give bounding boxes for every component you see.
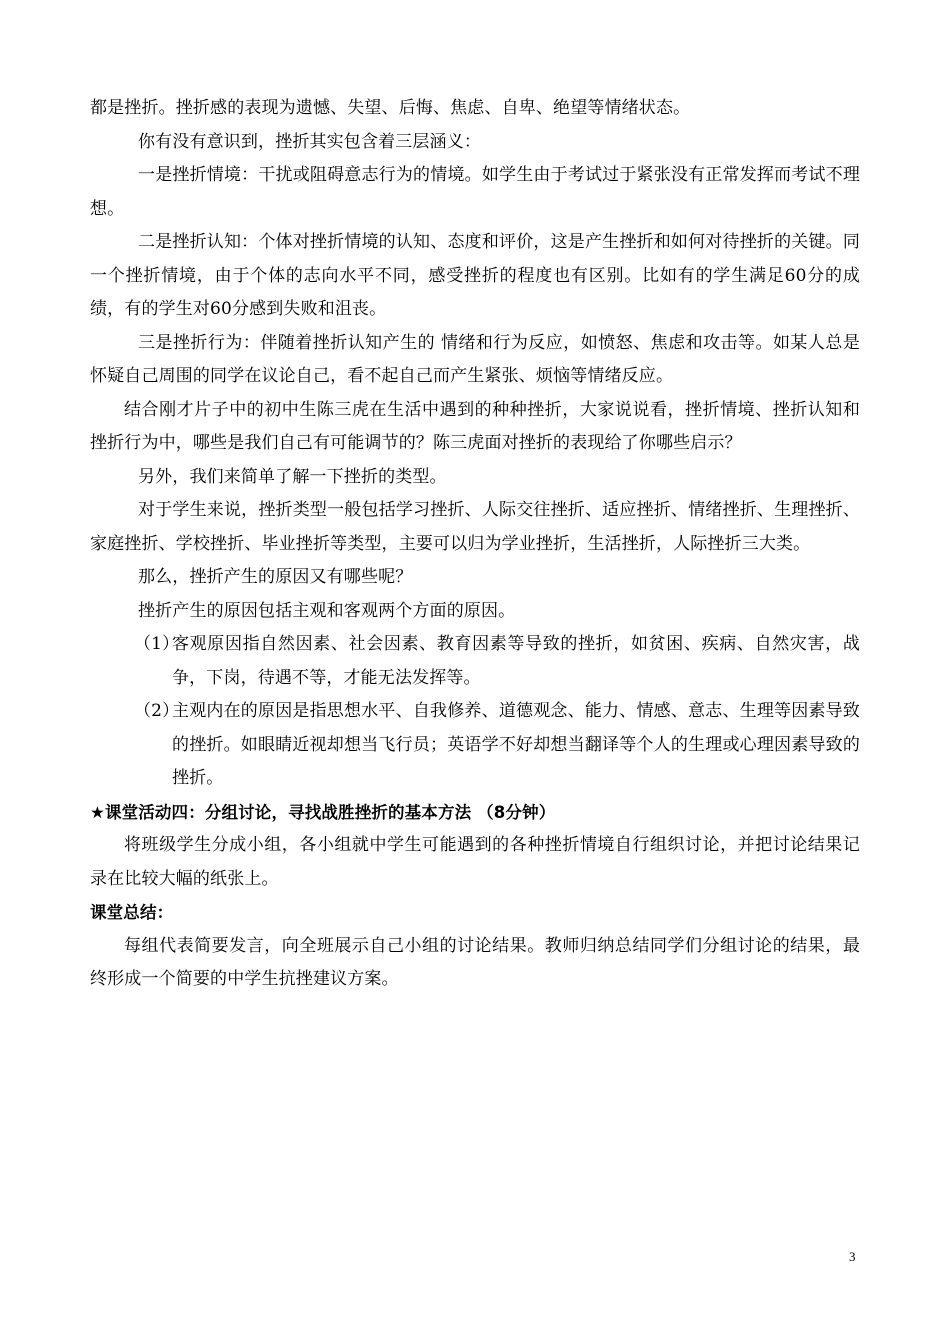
paragraph-6: 结合刚才片子中的初中生陈三虎在生活中遇到的种种挫折，大家说说看，挫折情境、挫折认知和挫折行为中，哪些是我们自己有可能调节的？陈三虎面对挫折的表现给了你哪些启示？	[90, 399, 860, 453]
list-text: 主观内在的原因是指思想水平、自我修养、道德观念、能力、情感、意志、生理等因素导致的挫折。如眼睛近视却想当飞行员；英语学不好却想当翻译等个人的生理或心理因素导致的挫折。	[172, 701, 860, 788]
list-number: （1）	[134, 634, 180, 654]
paragraph-1: 都是挫折。挫折感的表现为遗憾、失望、后悔、焦虑、自卑、绝望等情绪状态。	[90, 98, 691, 118]
paragraph-2: 你有没有意识到，挫折其实包含着三层涵义：	[138, 131, 481, 152]
summary-heading: 课堂总结：	[90, 903, 174, 922]
page-number: 3	[849, 1249, 856, 1264]
list-item	[90, 628, 860, 695]
paragraph-10: 挫折产生的原因包括主观和客观两个方面的原因。	[138, 600, 516, 621]
paragraph-9: 那么，挫折产生的原因又有哪些呢？	[138, 567, 413, 587]
summary-text: 每组代表简要发言，向全班展示自己小组的讨论结果。教师归纳总结同学们分组讨论的结果，最终形成一个简要的中学生抗挫建议方案。	[90, 935, 860, 989]
activity-text: 将班级学生分成小组，各小组就中学生可能遇到的各种挫折情境自行组织讨论，并把讨论结果记录在比较大幅的纸张上。	[90, 835, 860, 889]
list-number: （2）	[134, 701, 180, 721]
paragraph-4: 二是挫折认知：个体对挫折情境的认知、态度和评价，这是产生挫折和如何对待挫折的关键。同一个挫折情境，由于个体的志向水平不同，感受挫折的程度也有区别。比如有的学生满足60分的成绩，有的学生对60分感到失败和沮丧。	[90, 232, 860, 319]
activity-heading: ★课堂活动四：分组讨论，寻找战胜挫折的基本方法 （8分钟）	[90, 802, 556, 822]
paragraph-3: 一是挫折情境：干扰或阻碍意志行为的情境。如学生由于考试过于紧张没有正常发挥而考试不理想。	[90, 165, 860, 219]
paragraph-5: 三是挫折行为：伴随着挫折认知产生的 情绪和行为反应，如愤怒、焦虑和攻击等。如某人总是怀疑自己周围的同学在议论自己，看不起自己而产生紧张、烦恼等情绪反应。	[90, 332, 860, 386]
paragraph-7: 另外，我们来简单了解一下挫折的类型。	[138, 466, 447, 487]
document-body	[90, 92, 860, 997]
list-item	[90, 695, 860, 796]
list-text: 客观原因指自然因素、社会因素、教育因素等导致的挫折，如贫困、疾病、自然灾害，战争，下岗，待遇不等，才能无法发挥等。	[172, 634, 860, 688]
paragraph-8: 对于学生来说，挫折类型一般包括学习挫折、人际交往挫折、适应挫折、情绪挫折、生理挫折、家庭挫折、学校挫折、毕业挫折等类型，主要可以归为学业挫折，生活挫折，人际挫折三大类。	[90, 500, 860, 554]
